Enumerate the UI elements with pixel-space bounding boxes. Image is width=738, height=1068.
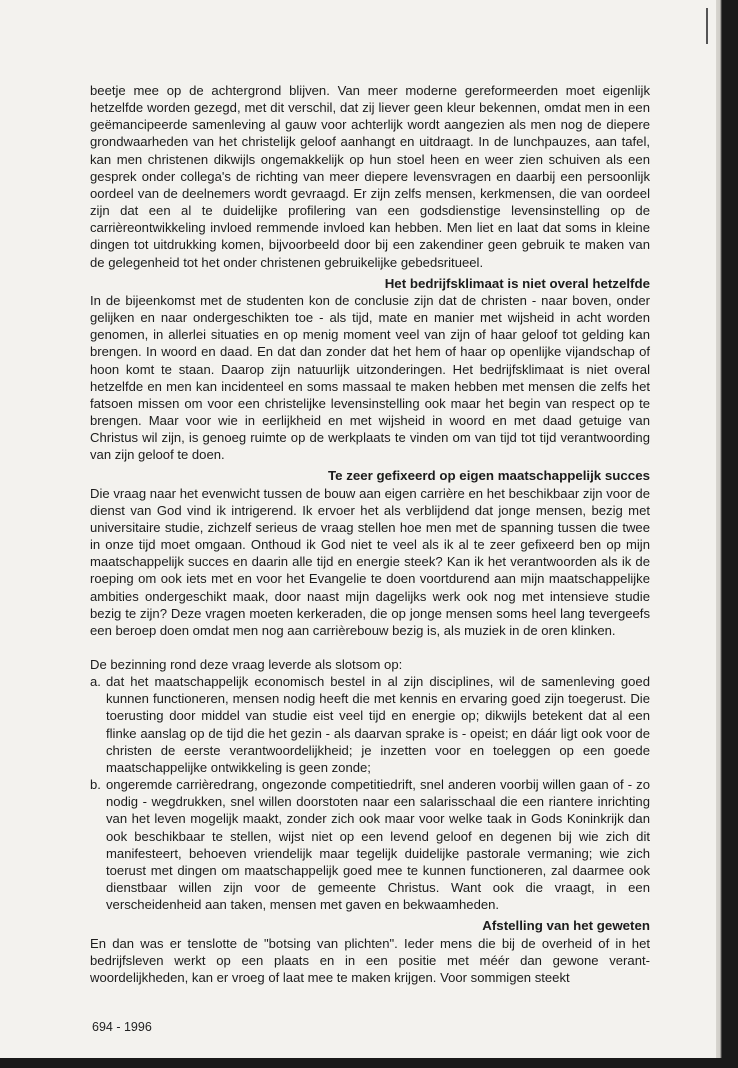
heading-bedrijfsklimaat: Het bedrijfsklimaat is niet overal hetzelfde — [384, 275, 650, 291]
paragraph-afstelling-geweten: En dan was er tenslotte de "botsing van plichten". Ieder mens die bij de overheid of in het bedrijfsleven werkt op een plaats en in een positie met méér dan gewone verantwoordelijkheden, kan er vroeg of laat mee te maken krijgen. Voor sommigen steekt — [90, 935, 650, 985]
heading-maatschappelijk-succes: Te zeer gefixeerd op eigen maatschappelijk succes — [328, 468, 650, 484]
scan-border-right — [716, 0, 738, 1068]
paragraph-maatschappelijk-succes: Die vraag naar het evenwicht tussen de bouw aan eigen carrière en het beschikbaar zijn voor de dienst van God vind ik intrigerend. Ik ervoer het als verblijdend dat jonge mensen, bezig met universitaire studie, zichzelf serieus de vraag stellen hoe men met de spanning tussen die twee in onze tijd moet omgaan. Onthoud ik God niet te veel als ik al te zeer gefixeerd ben op mijn maatschappelijk succes en daarin alle tijd en energie steek? Kan ik het verantwoorden als ik de roeping om ook iets met en voor het Evangelie te doen voortdurend aan mijn maatschappelijke ambities ondergeschikt maak, door naast mijn dagelijks werk ook nog met intensieve studie bezig te zijn? Deze vragen moeten kerkeraden, die op jonge mensen soms heel lang tevergeefs een beroep doen omdat men nog aan carrièrebouw bezig is, als muziek in de oren klinken. — [90, 485, 650, 638]
scan-edge-mark — [706, 8, 708, 44]
list-item — [90, 776, 650, 913]
paragraph-gap — [90, 639, 650, 656]
list-marker: b. — [90, 777, 101, 793]
paragraph-conclusion-intro: De bezinning rond deze vraag leverde als slotsom op: — [90, 657, 403, 672]
list-marker: a. — [90, 674, 101, 690]
heading-afstelling-geweten: Afstelling van het geweten — [482, 918, 650, 934]
list-item-text: ongeremde carrièredrang, ongezonde competitiedrift, snel anderen voorbij willen gaan of - zo nodig - wegdrukken, snel willen doorstoten naar een salarisschaal die een riantere inrichting van het leven mogelijk maakt, zonder zich ook maar voor welke taak in Gods Koninkrijk dan ook beschikbaar te stellen, wijst niet op een levend geloof en degenen bij wie zich dit manifesteert, behoeven vriendelijk maar tegelijk duidelijke pastorale vermaning; wie zich toerust met dingen om maatschappelijk goed mee te kunnen functioneren, zal daarmee ook dienstbaar willen zijn voor de gemeente Christus. Want ook die vraagt, in een verscheidenheid aan taken, mensen met gaven en bekwaamheden. — [106, 777, 650, 913]
scan-border-bottom — [0, 1058, 738, 1068]
page-footer: 694 - 1996 — [92, 1020, 152, 1034]
paragraph-intro: beetje mee op de achtergrond blijven. Van meer moderne gereformeerden moet eigenlijk hetzelfde worden gezegd, met dit verschil, dat zij liever geen kleur bekennen, omdat men in een geëmancipeerde samenleving al gauw voor achterlijk wordt aangezien als men nog de diepere grondwaarheden van het christelijk geloof aanhangt en uitdraagt. In de lunchpauzes, aan tafel, kan men christenen dikwijls ongemakkelijk op hun stoel heen en weer zien schuiven als een gesprek onder collega's de richting van meer diepere levensvragen en daarbij een persoonlijk oordeel van de deelnemers wordt gevraagd. Er zijn zelfs mensen, kerkmensen, die van oordeel zijn dat een al te duidelijke profilering van een godsdienstige levensinstelling op de carrièreontwikkeling invloed remmende invloed kan hebben. Men liet en laat dat soms in kleine dingen tot uitdrukking komen, bijvoorbeeld door bij een zakendiner geen gebruik te maken van de gelegenheid tot het onder christenen gebruikelijke gebedsritueel. — [90, 83, 650, 270]
paragraph-bedrijfsklimaat: In de bijeenkomst met de studenten kon de conclusie zijn dat de christen - naar boven, onder gelijken en naar ondergeschikten toe - als tijd, mate en manier met wijsheid in acht worden genomen, in allerlei situaties en op menig moment veel van zijn of haar geloof tot gelding kan brengen. In woord en daad. En dat dan zonder dat het hem of haar op openlijke vijandschap of hoon komt te staan. Daarop zijn natuurlijk uitzonderingen. Het bedrijfsklimaat is niet overal hetzelfde en men kan incidenteel en soms massaal te maken hebben met mensen die zelfs het fatsoen missen om voor een christelijke levensinstelling ook maar het begin van respect op te brengen. Maar voor wie in eerlijkheid en met wijsheid in woord en met daad getuige van Christus wil zijn, is genoeg ruimte op de werkplaats te vinden om van tijd tot tijd verantwoording van zijn geloof te doen. — [90, 292, 650, 463]
list-item — [90, 673, 650, 776]
list-item-text: dat het maatschappelijk economisch bestel in al zijn disciplines, wil de samenleving goed kunnen functioneren, mensen nodig heeft die met kennis en ervaring goed zijn toegerust. Die toerusting door middel van studie eist veel tijd en energie op; dikwijls betekent dat al een flinke aanslag op de tijd die het gezin - als daarvan sprake is - opeist; en dáár ligt ook voor de christen de eerste verantwoordelijkheid; je inzetten voor en toeleggen op een goede maatschappelijke ontwikkeling is geen zonde; — [106, 674, 650, 775]
article-body — [90, 82, 650, 986]
